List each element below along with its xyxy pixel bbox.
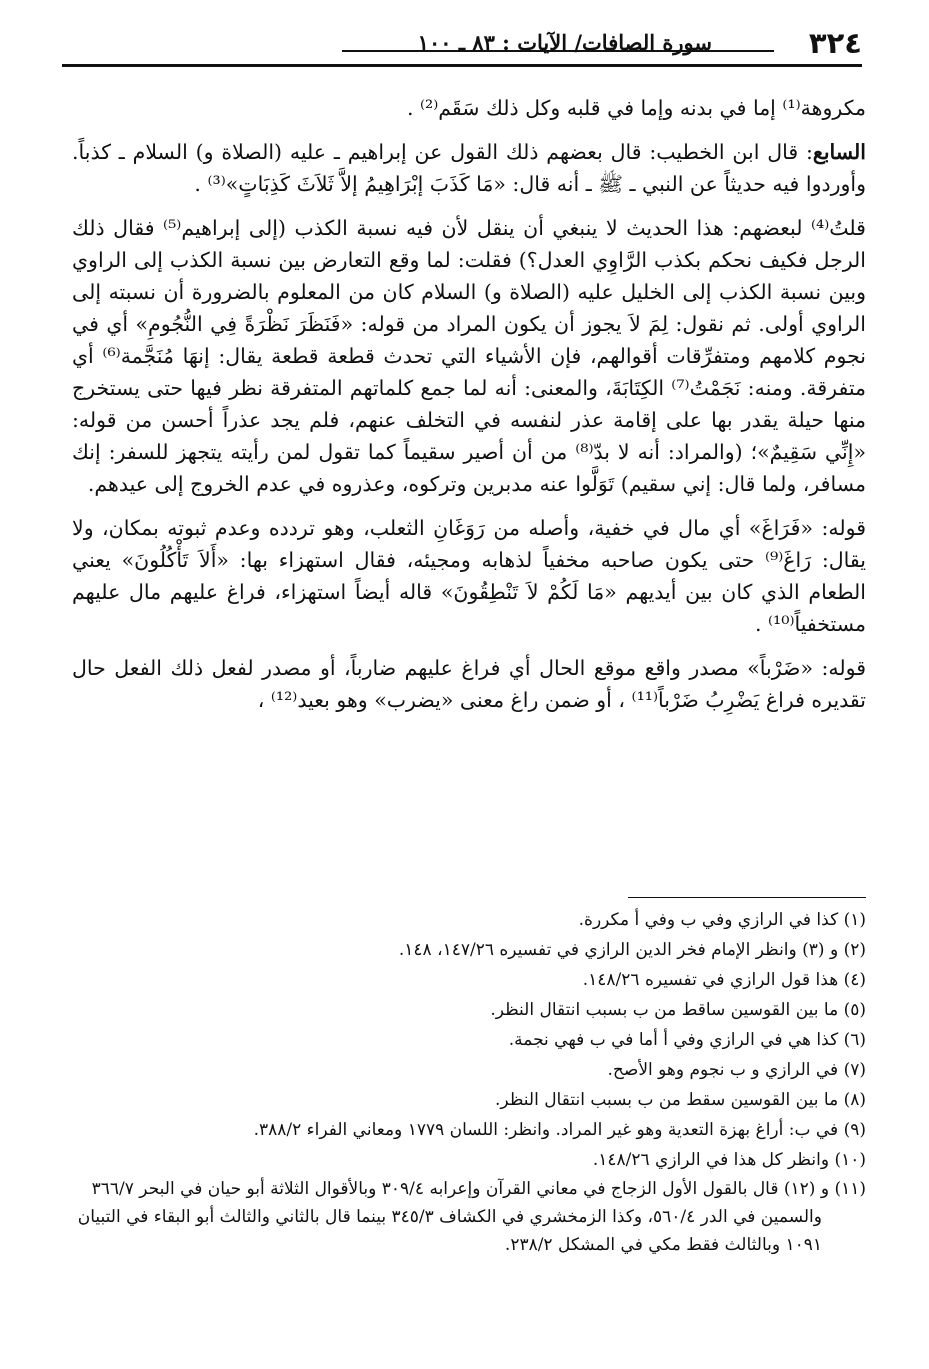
footnote-11-12: (١١) و (١٢) قال بالقول الأول الزجاج في معاني القرآن وإعرابه ٣٠٩/٤ وبالأقوال الثلاثة أبو حيان في البحر ٣٦٦/٧ والسمين في الدر ٥٦٠/٤، وكذا الزمخشري في الكشاف ٣٤٥/٣ بينما قال بالثاني والثالث أبو البقاء في التبيان ١٠٩١ وبالثالث فقط مكي في المشكل ٢٣٨/٢. [77, 1179, 866, 1255]
header-rule [342, 50, 774, 52]
footnote-separator [628, 897, 866, 898]
paragraph-1: مكروهة⁽¹⁾ إما في بدنه وإما في قلبه وكل ذلك سَقَم⁽²⁾ . [406, 96, 866, 120]
footnote-8: (٨) ما بين القوسين سقط من ب بسبب انتقال النظر. [495, 1090, 866, 1110]
page-number: ٣٢٤ [808, 26, 862, 60]
paragraph-3: قلتُ⁽⁴⁾ لبعضهم: هذا الحديث لا ينبغي أن ينقل لأن فيه نسبة الكذب (إلى إبراهيم⁽⁵⁾ فقال ذلك الرجل فكيف نحكم بكذب الرَّاوِي العدل؟) فقلت: لما وقع التعارض بين نسبة الكذب إلى الراوي وبين نسبة الكذب إلى الخليل عليه (الصلاة و) السلام كان من المعلوم بالضرورة أن نسبته إلى الراوي أولى. ثم نقول: لِمَ لاَ يجوز أن يكون المراد من قوله: «فَنَظَرَ نَظْرَةً فِي النُّجُومِ» أي في نجوم كلامهم ومتفرِّقات أقوالهم، فإن الأشياء التي تحدث قطعة قطعة يقال: إنهَا مُنَجَّمة⁽⁶⁾ أي متفرقة. ومنه: نَجَمْتُ⁽⁷⁾ الكِتَابَةَ، والمعنى: أنه لما جمع كلماتهم المتفرقة نظر فيها حتى يستخرج منها حيلة يقدر بها على إقامة عذر لنفسه في التخلف عنهم، فلم يجد عذراً أحسن من قوله: «إِنِّي سَقِيمٌ»؛ (والمراد: أنه لا بدّ⁽⁸⁾ من أن أصير سقيماً كما تقول لمن رأيته يتجهز للسفر: إنك مسافر، ولما قال: إني سقيم) تَوَلَّوا عنه مدبرين وتركوه، وعذروه في عدم الخروج إلى عيدهم. [72, 216, 867, 496]
header-underline [62, 64, 862, 67]
paragraph-2-lead: السابع [812, 140, 866, 164]
page-header [62, 20, 862, 64]
footnotes [72, 905, 866, 1259]
running-title: سورة الصافات/ الآيات : ٨٣ ـ ١٠٠ [417, 30, 712, 55]
footnote-5: (٥) ما بين القوسين ساقط من ب بسبب انتقال النظر. [490, 1000, 866, 1020]
footnote-4: (٤) هذا قول الرازي في تفسيره ١٤٨/٢٦. [582, 970, 866, 990]
paragraph-5: قوله: «ضَرْباً» مصدر واقع موقع الحال أي فراغ عليهم ضارباً، أو مصدر لفعل ذلك الفعل حال تقديره فراغ يَضْرِبُ ضَرْباً⁽¹¹⁾ ، أو ضمن راغ معنى «يضرب» وهو بعيد⁽¹²⁾ ، [72, 656, 866, 712]
paragraph-4: قوله: «فَرَاغَ» أي مال في خفية، وأصله من رَوَغَانِ الثعلب، وهو تردده وعدم ثبوته بمكان، ولا يقال: رَاغَ⁽⁹⁾ حتى يكون صاحبه مخفياً لذهابه ومجيئه، فقال استهزاء بها: «أَلاَ تَأْكُلُونَ» يعني الطعام الذي كان بين أيديهم «مَا لَكُمْ لاَ تَنْطِقُونَ» قاله أيضاً استهزاء، فراغ عليهم مال عليهم مستخفياً⁽¹⁰⁾ . [72, 516, 866, 636]
main-text [72, 92, 866, 728]
footnote-9: (٩) في ب: أراغ بهزة التعدية وهو غير المراد. وانظر: اللسان ١٧٧٩ ومعاني الفراء ٣٨٨/٢. [253, 1120, 866, 1140]
footnote-1: (١) كذا في الرازي وفي ب وفي أ مكررة. [578, 910, 866, 930]
paragraph-2 [72, 136, 866, 200]
footnote-6: (٦) كذا هي في الرازي وفي أ أما في ب فهي نجمة. [508, 1030, 866, 1050]
paragraph-2-text: : قال ابن الخطيب: قال بعضهم ذلك القول عن إبراهيم ـ عليه (الصلاة و) السلام ـ كذباً. وأوردوا فيه حديثاً عن النبي ـ ﷺ ـ أنه قال: «مَا كَذَبَ إبْرَاهِيمُ إلاَّ ثَلاَثَ كَذِبَاتٍ»⁽³⁾ . [72, 140, 866, 196]
footnote-10: (١٠) وانظر كل هذا في الرازي ١٤٨/٢٦. [592, 1150, 866, 1170]
footnote-7: (٧) في الرازي و ب نجوم وهو الأصح. [607, 1060, 866, 1080]
footnote-2-3: (٢) و (٣) وانظر الإمام فخر الدين الرازي في تفسيره ١٤٧/٢٦، ١٤٨. [398, 940, 866, 960]
